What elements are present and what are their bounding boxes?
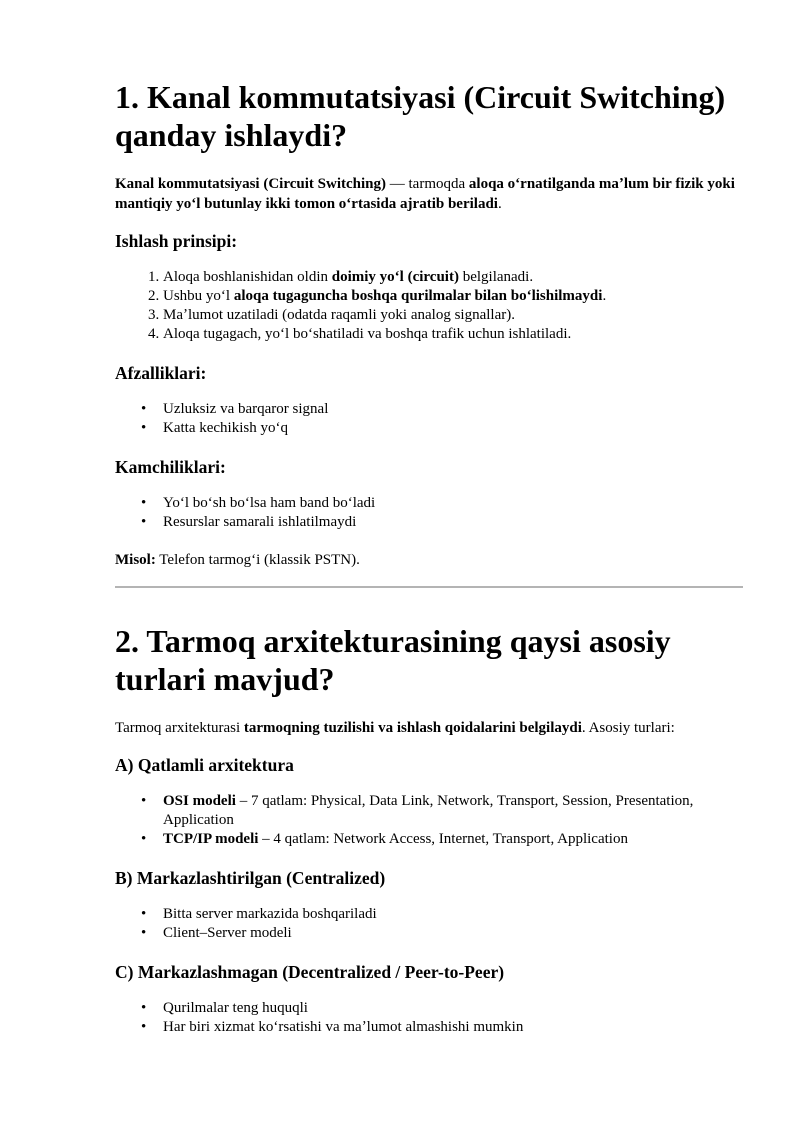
list-item: • TCP/IP modeli – 4 qatlam: Network Access, Internet, Transport, Application <box>163 830 742 849</box>
list-item: • Client–Server modeli <box>163 924 742 943</box>
disadvantages-heading: Kamchiliklari: <box>115 457 226 477</box>
list-item: 2. Ushbu yoʻl aloqa tugaguncha boshqa qurilmalar bilan boʻlishilmaydi. <box>163 287 742 306</box>
list-item: • Uzluksiz va barqaror signal <box>163 400 742 419</box>
list-item: • Qurilmalar teng huquqli <box>163 999 742 1018</box>
centralized-list <box>115 905 742 943</box>
section1-intro: Kanal kommutatsiyasi (Circuit Switching) — tarmoqda aloqa oʻrnatilganda maʼlum bir fizik yoki mantiqiy yoʻl butunlay ikki tomon oʻrtasida ajratib beriladi. <box>115 176 735 212</box>
centralized-heading: B) Markazlashtirilgan (Centralized) <box>115 868 386 888</box>
list-item: • Bitta server markazida boshqariladi <box>163 905 742 924</box>
section2-intro: Tarmoq arxitekturasi tarmoqning tuzilishi va ishlash qoidalarini belgilaydi. Asosiy turlari: <box>115 720 675 736</box>
section2-title: 2. Tarmoq arxitekturasining qaysi asosiy turlari mavjud? <box>115 623 671 697</box>
list-item: 3. Maʼlumot uzatiladi (odatda raqamli yoki analog signallar). <box>163 306 742 325</box>
example-paragraph: Misol: Telefon tarmogʻi (klassik PSTN). <box>115 552 360 568</box>
section1-title: 1. Kanal kommutatsiyasi (Circuit Switching) qanday ishlaydi? <box>115 79 726 153</box>
list-item: • Katta kechikish yoʻq <box>163 419 742 438</box>
section-divider <box>115 586 743 588</box>
advantages-heading: Afzalliklari: <box>115 363 207 383</box>
decentralized-heading: C) Markazlashmagan (Decentralized / Peer-to-Peer) <box>115 962 505 982</box>
principle-list <box>115 268 742 344</box>
section-network-architecture <box>115 622 742 1037</box>
advantages-list <box>115 400 742 438</box>
list-item: • OSI modeli – 7 qatlam: Physical, Data Link, Network, Transport, Session, Presentation, Application <box>163 792 742 830</box>
section-circuit-switching <box>115 78 742 570</box>
list-item: 4. Aloqa tugagach, yoʻl boʻshatiladi va boshqa trafik uchun ishlatiladi. <box>163 325 742 344</box>
principle-heading: Ishlash prinsipi: <box>115 231 238 251</box>
layered-list <box>115 792 742 849</box>
list-item: • Har biri xizmat koʻrsatishi va maʼlumot almashishi mumkin <box>163 1018 742 1037</box>
list-item: 1. Aloqa boshlanishidan oldin doimiy yoʻl (circuit) belgilanadi. <box>163 268 742 287</box>
list-item: • Yoʻl boʻsh boʻlsa ham band boʻladi <box>163 494 742 513</box>
disadvantages-list <box>115 494 742 532</box>
decentralized-list <box>115 999 742 1037</box>
layered-heading: A) Qatlamli arxitektura <box>115 755 294 775</box>
list-item: • Resurslar samarali ishlatilmaydi <box>163 513 742 532</box>
